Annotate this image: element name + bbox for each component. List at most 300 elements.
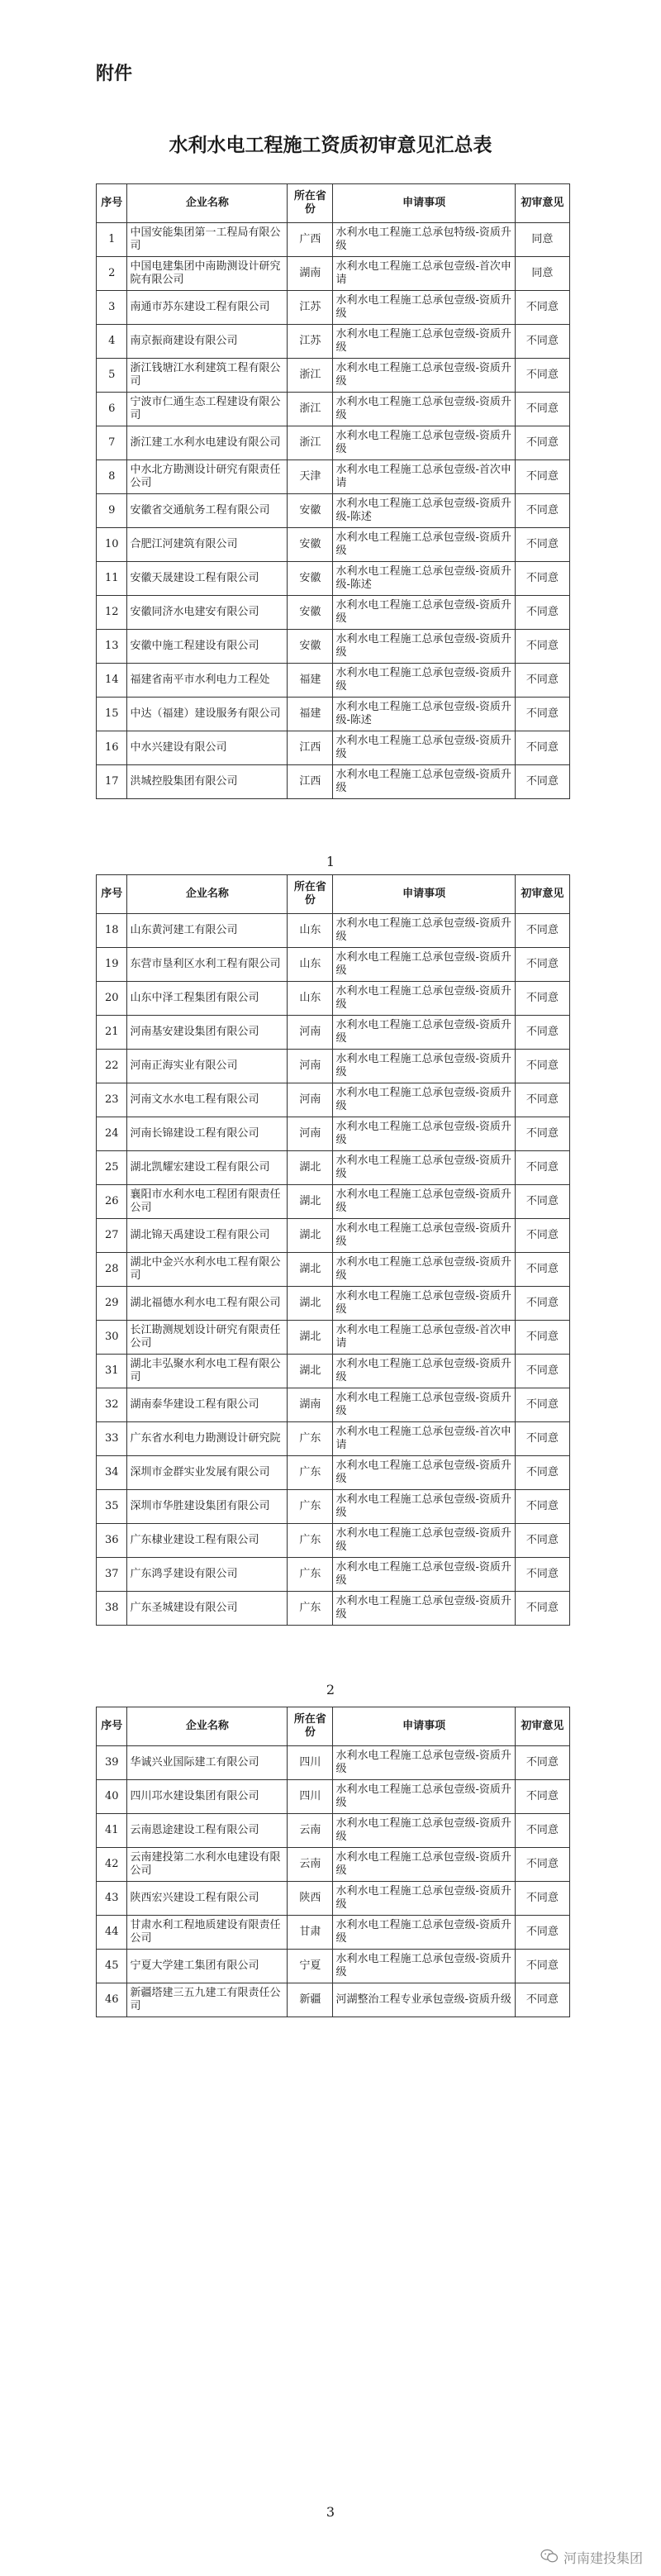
cell-opinion: 不同意 [515,1780,569,1814]
cell-company: 浙江钱塘江水利建筑工程有限公司 [127,359,288,393]
table-row [97,562,570,596]
cell-company: 广东省水利电力勘测设计研究院 [127,1422,288,1456]
cell-application: 水利水电工程施工总承包壹级-首次申请 [333,460,515,494]
cell-opinion: 不同意 [515,562,569,596]
cell-seq: 45 [97,1950,127,1983]
table-row [97,1355,570,1388]
cell-province: 湖北 [288,1151,333,1185]
cell-province: 安徽 [288,562,333,596]
cell-opinion: 不同意 [515,1219,569,1253]
cell-seq: 31 [97,1355,127,1388]
cell-seq: 10 [97,528,127,562]
cell-opinion: 不同意 [515,1950,569,1983]
table-row [97,1253,570,1287]
cell-province: 江苏 [288,325,333,359]
cell-application: 水利水电工程施工总承包壹级-资质升级 [333,1558,515,1592]
table-header-row [97,1707,570,1746]
cell-province: 湖北 [288,1321,333,1355]
table-row [97,1916,570,1950]
cell-province: 四川 [288,1780,333,1814]
cell-application: 水利水电工程施工总承包壹级-资质升级 [333,1185,515,1219]
cell-province: 山东 [288,982,333,1016]
cell-opinion: 不同意 [515,359,569,393]
table-row [97,664,570,698]
cell-seq: 26 [97,1185,127,1219]
cell-province: 湖北 [288,1253,333,1287]
cell-application: 水利水电工程施工总承包壹级-资质升级 [333,1050,515,1083]
cell-seq: 27 [97,1219,127,1253]
header-opinion: 初审意见 [515,1707,569,1746]
cell-opinion: 不同意 [515,1524,569,1558]
table-row [97,223,570,257]
cell-opinion: 不同意 [515,1814,569,1848]
table-row [97,1083,570,1117]
table-row [97,765,570,799]
cell-opinion: 不同意 [515,393,569,426]
table-row [97,1422,570,1456]
cell-province: 陕西 [288,1882,333,1916]
cell-opinion: 不同意 [515,1185,569,1219]
cell-company: 四川邛水建设集团有限公司 [127,1780,288,1814]
page-number: 3 [326,2504,335,2520]
cell-application: 水利水电工程施工总承包壹级-资质升级 [333,291,515,325]
cell-company: 深圳市华胜建设集团有限公司 [127,1490,288,1524]
cell-company: 湖南泰华建设工程有限公司 [127,1388,288,1422]
cell-seq: 6 [97,393,127,426]
cell-opinion: 不同意 [515,325,569,359]
cell-company: 湖北凯耀宏建设工程有限公司 [127,1151,288,1185]
cell-company: 宁夏大学建工集团有限公司 [127,1950,288,1983]
cell-company: 广东棣业建设工程有限公司 [127,1524,288,1558]
cell-company: 甘肃水利工程地质建设有限责任公司 [127,1916,288,1950]
cell-seq: 20 [97,982,127,1016]
table-row [97,528,570,562]
cell-province: 湖北 [288,1185,333,1219]
cell-company: 东营市垦利区水利工程有限公司 [127,948,288,982]
cell-province: 广东 [288,1524,333,1558]
cell-opinion: 不同意 [515,1422,569,1456]
cell-company: 云南恩途建设工程有限公司 [127,1814,288,1848]
table-row [97,426,570,460]
cell-company: 湖北丰弘聚水利水电工程有限公司 [127,1355,288,1388]
cell-opinion: 不同意 [515,1083,569,1117]
cell-province: 浙江 [288,426,333,460]
header-company: 企业名称 [127,184,288,223]
cell-seq: 15 [97,698,127,731]
cell-seq: 21 [97,1016,127,1050]
table-header-row [97,184,570,223]
table-row [97,596,570,630]
summary-table-page-1 [96,183,570,799]
cell-seq: 39 [97,1746,127,1780]
table-row [97,1151,570,1185]
table-row [97,1456,570,1490]
cell-province: 安徽 [288,630,333,664]
cell-company: 安徽省交通航务工程有限公司 [127,494,288,528]
cell-seq: 38 [97,1592,127,1626]
table-row [97,1746,570,1780]
cell-application: 水利水电工程施工总承包壹级-首次申请 [333,1321,515,1355]
cell-seq: 3 [97,291,127,325]
attachment-label: 附件 [96,64,133,84]
cell-seq: 36 [97,1524,127,1558]
header-province: 所在省份 [288,184,333,223]
table-row [97,982,570,1016]
table-header-row [97,875,570,914]
table-row [97,1321,570,1355]
cell-company: 南京振商建设有限公司 [127,325,288,359]
header-province: 所在省份 [288,1707,333,1746]
cell-province: 浙江 [288,359,333,393]
cell-company: 中水兴建设有限公司 [127,731,288,765]
cell-application: 水利水电工程施工总承包壹级-资质升级 [333,1117,515,1151]
cell-seq: 30 [97,1321,127,1355]
cell-seq: 43 [97,1882,127,1916]
table-row [97,1490,570,1524]
table-row [97,698,570,731]
cell-opinion: 不同意 [515,765,569,799]
cell-seq: 17 [97,765,127,799]
cell-opinion: 不同意 [515,1355,569,1388]
cell-seq: 9 [97,494,127,528]
cell-province: 安徽 [288,494,333,528]
table-row [97,1185,570,1219]
cell-company: 宁波市仁通生态工程建设有限公司 [127,393,288,426]
header-opinion: 初审意见 [515,184,569,223]
cell-application: 水利水电工程施工总承包壹级-资质升级 [333,1882,515,1916]
cell-seq: 1 [97,223,127,257]
cell-opinion: 不同意 [515,1848,569,1882]
cell-seq: 46 [97,1983,127,2017]
cell-application: 水利水电工程施工总承包壹级-首次申请 [333,257,515,291]
cell-opinion: 不同意 [515,1050,569,1083]
cell-company: 中国安能集团第一工程局有限公司 [127,223,288,257]
cell-opinion: 不同意 [515,494,569,528]
cell-opinion: 不同意 [515,948,569,982]
cell-seq: 12 [97,596,127,630]
table-row [97,948,570,982]
cell-opinion: 不同意 [515,291,569,325]
cell-seq: 25 [97,1151,127,1185]
header-application: 申请事项 [333,1707,515,1746]
cell-company: 浙江建工水利水电建设有限公司 [127,426,288,460]
cell-application: 水利水电工程施工总承包壹级-资质升级 [333,1388,515,1422]
cell-seq: 16 [97,731,127,765]
cell-seq: 40 [97,1780,127,1814]
table-row [97,393,570,426]
cell-application: 水利水电工程施工总承包壹级-资质升级 [333,1456,515,1490]
cell-application: 水利水电工程施工总承包壹级-资质升级 [333,325,515,359]
cell-opinion: 不同意 [515,1151,569,1185]
cell-application: 水利水电工程施工总承包壹级-资质升级 [333,1746,515,1780]
cell-opinion: 不同意 [515,1321,569,1355]
cell-application: 水利水电工程施工总承包壹级-资质升级 [333,1151,515,1185]
cell-application: 水利水电工程施工总承包壹级-资质升级 [333,1916,515,1950]
table-row [97,1950,570,1983]
cell-seq: 18 [97,914,127,948]
cell-province: 四川 [288,1746,333,1780]
header-company: 企业名称 [127,1707,288,1746]
cell-province: 安徽 [288,528,333,562]
cell-province: 宁夏 [288,1950,333,1983]
table-row [97,731,570,765]
cell-opinion: 不同意 [515,1388,569,1422]
cell-application: 水利水电工程施工总承包壹级-资质升级 [333,630,515,664]
cell-opinion: 不同意 [515,1746,569,1780]
cell-application: 水利水电工程施工总承包壹级-资质升级 [333,948,515,982]
page-number: 1 [326,854,335,869]
cell-seq: 41 [97,1814,127,1848]
cell-province: 广东 [288,1422,333,1456]
cell-company: 广东鸿孚建设有限公司 [127,1558,288,1592]
cell-province: 湖北 [288,1287,333,1321]
cell-opinion: 不同意 [515,1983,569,2017]
cell-province: 湖北 [288,1219,333,1253]
cell-seq: 37 [97,1558,127,1592]
cell-company: 湖北福德水利水电工程有限公司 [127,1287,288,1321]
cell-province: 江西 [288,731,333,765]
cell-seq: 5 [97,359,127,393]
cell-seq: 2 [97,257,127,291]
cell-province: 云南 [288,1848,333,1882]
cell-company: 广东圣城建设有限公司 [127,1592,288,1626]
table-row [97,1524,570,1558]
cell-company: 安徽天晟建设工程有限公司 [127,562,288,596]
table-row [97,291,570,325]
cell-application: 水利水电工程施工总承包壹级-资质升级 [333,426,515,460]
table-row [97,1287,570,1321]
cell-company: 南通市苏东建设工程有限公司 [127,291,288,325]
cell-company: 中国电建集团中南勘测设计研究院有限公司 [127,257,288,291]
cell-application: 水利水电工程施工总承包壹级-首次申请 [333,1422,515,1456]
cell-seq: 35 [97,1490,127,1524]
table-row [97,1016,570,1050]
cell-province: 河南 [288,1016,333,1050]
cell-opinion: 不同意 [515,664,569,698]
cell-company: 河南文水水电工程有限公司 [127,1083,288,1117]
cell-province: 广东 [288,1558,333,1592]
cell-opinion: 不同意 [515,731,569,765]
cell-opinion: 不同意 [515,460,569,494]
cell-province: 福建 [288,664,333,698]
cell-company: 山东黄河建工有限公司 [127,914,288,948]
cell-opinion: 同意 [515,257,569,291]
cell-application: 水利水电工程施工总承包壹级-资质升级 [333,1083,515,1117]
cell-application: 水利水电工程施工总承包壹级-资质升级-陈述 [333,698,515,731]
cell-application: 水利水电工程施工总承包壹级-资质升级 [333,528,515,562]
cell-province: 广东 [288,1490,333,1524]
cell-company: 山东中泽工程集团有限公司 [127,982,288,1016]
document-title: 水利水电工程施工资质初审意见汇总表 [169,135,492,156]
cell-opinion: 不同意 [515,596,569,630]
table-row [97,1882,570,1916]
cell-province: 云南 [288,1814,333,1848]
cell-opinion: 不同意 [515,1592,569,1626]
cell-province: 湖北 [288,1355,333,1388]
table-row [97,1117,570,1151]
cell-seq: 4 [97,325,127,359]
cell-company: 湖北中金兴水利水电工程有限公司 [127,1253,288,1287]
cell-seq: 14 [97,664,127,698]
cell-application: 水利水电工程施工总承包壹级-资质升级 [333,664,515,698]
table-row [97,914,570,948]
page-number: 2 [326,1682,335,1697]
cell-seq: 32 [97,1388,127,1422]
cell-province: 山东 [288,914,333,948]
cell-company: 福建省南平市水利电力工程处 [127,664,288,698]
cell-company: 河南正海实业有限公司 [127,1050,288,1083]
cell-opinion: 不同意 [515,1558,569,1592]
table-row [97,1592,570,1626]
cell-opinion: 不同意 [515,1916,569,1950]
cell-opinion: 不同意 [515,1117,569,1151]
cell-application: 水利水电工程施工总承包壹级-资质升级 [333,765,515,799]
cell-company: 新疆塔建三五九建工有限责任公司 [127,1983,288,2017]
cell-seq: 8 [97,460,127,494]
cell-application: 水利水电工程施工总承包壹级-资质升级 [333,1780,515,1814]
table-row [97,1848,570,1882]
header-company: 企业名称 [127,875,288,914]
table-row [97,1780,570,1814]
cell-opinion: 不同意 [515,426,569,460]
cell-province: 安徽 [288,596,333,630]
table-row [97,1814,570,1848]
cell-opinion: 不同意 [515,982,569,1016]
cell-company: 中水北方勘测设计研究有限责任公司 [127,460,288,494]
cell-company: 云南建投第二水利水电建设有限公司 [127,1848,288,1882]
cell-province: 新疆 [288,1983,333,2017]
cell-application: 水利水电工程施工总承包壹级-资质升级 [333,1848,515,1882]
cell-application: 水利水电工程施工总承包壹级-资质升级 [333,1490,515,1524]
table-row [97,460,570,494]
cell-seq: 7 [97,426,127,460]
summary-table-page-2 [96,874,570,1626]
cell-seq: 34 [97,1456,127,1490]
cell-opinion: 不同意 [515,698,569,731]
cell-province: 河南 [288,1083,333,1117]
cell-application: 水利水电工程施工总承包壹级-资质升级 [333,359,515,393]
cell-application: 水利水电工程施工总承包壹级-资质升级 [333,982,515,1016]
cell-province: 河南 [288,1117,333,1151]
cell-province: 广西 [288,223,333,257]
cell-company: 中达（福建）建设服务有限公司 [127,698,288,731]
header-application: 申请事项 [333,184,515,223]
cell-application: 水利水电工程施工总承包壹级-资质升级 [333,1219,515,1253]
table-row [97,630,570,664]
cell-seq: 19 [97,948,127,982]
cell-company: 河南长锦建设工程有限公司 [127,1117,288,1151]
cell-company: 深圳市金群实业发展有限公司 [127,1456,288,1490]
table-row [97,1219,570,1253]
cell-province: 广东 [288,1592,333,1626]
table-row [97,359,570,393]
watermark [540,2548,643,2567]
header-opinion: 初审意见 [515,875,569,914]
cell-opinion: 不同意 [515,1287,569,1321]
cell-company: 华诚兴业国际建工有限公司 [127,1746,288,1780]
cell-seq: 28 [97,1253,127,1287]
header-seq: 序号 [97,184,127,223]
wechat-icon [540,2549,559,2567]
cell-seq: 24 [97,1117,127,1151]
cell-province: 福建 [288,698,333,731]
watermark-text: 河南建投集团 [563,2550,643,2566]
cell-application: 水利水电工程施工总承包壹级-资质升级 [333,1355,515,1388]
cell-seq: 33 [97,1422,127,1456]
cell-opinion: 不同意 [515,1456,569,1490]
cell-application: 水利水电工程施工总承包壹级-资质升级-陈述 [333,562,515,596]
cell-province: 广东 [288,1456,333,1490]
cell-seq: 29 [97,1287,127,1321]
cell-application: 河湖整治工程专业承包壹级-资质升级 [333,1983,515,2017]
cell-province: 江苏 [288,291,333,325]
cell-seq: 13 [97,630,127,664]
cell-seq: 11 [97,562,127,596]
cell-application: 水利水电工程施工总承包壹级-资质升级 [333,596,515,630]
cell-company: 安徽同济水电建安有限公司 [127,596,288,630]
cell-opinion: 不同意 [515,1882,569,1916]
cell-opinion: 不同意 [515,630,569,664]
cell-province: 湖南 [288,1388,333,1422]
table-row [97,1050,570,1083]
cell-application: 水利水电工程施工总承包特级-资质升级 [333,223,515,257]
cell-opinion: 不同意 [515,914,569,948]
cell-company: 安徽中施工程建设有限公司 [127,630,288,664]
summary-table-page-3 [96,1707,570,2017]
table-row [97,494,570,528]
cell-opinion: 不同意 [515,528,569,562]
header-seq: 序号 [97,875,127,914]
header-seq: 序号 [97,1707,127,1746]
cell-opinion: 不同意 [515,1253,569,1287]
cell-application: 水利水电工程施工总承包壹级-资质升级 [333,1524,515,1558]
cell-company: 合肥江河建筑有限公司 [127,528,288,562]
cell-company: 湖北锦天禹建设工程有限公司 [127,1219,288,1253]
table-row [97,257,570,291]
cell-company: 河南基安建设集团有限公司 [127,1016,288,1050]
cell-province: 江西 [288,765,333,799]
table-row [97,1983,570,2017]
table-row [97,1558,570,1592]
cell-seq: 22 [97,1050,127,1083]
cell-province: 河南 [288,1050,333,1083]
cell-province: 天津 [288,460,333,494]
cell-application: 水利水电工程施工总承包壹级-资质升级 [333,1814,515,1848]
cell-province: 湖南 [288,257,333,291]
cell-application: 水利水电工程施工总承包壹级-资质升级 [333,1287,515,1321]
cell-application: 水利水电工程施工总承包壹级-资质升级 [333,914,515,948]
cell-application: 水利水电工程施工总承包壹级-资质升级 [333,1016,515,1050]
cell-application: 水利水电工程施工总承包壹级-资质升级 [333,1592,515,1626]
cell-company: 襄阳市水利水电工程团有限责任公司 [127,1185,288,1219]
header-province: 所在省份 [288,875,333,914]
cell-application: 水利水电工程施工总承包壹级-资质升级 [333,1253,515,1287]
cell-company: 长江勘测规划设计研究有限责任公司 [127,1321,288,1355]
cell-opinion: 同意 [515,223,569,257]
cell-province: 甘肃 [288,1916,333,1950]
header-application: 申请事项 [333,875,515,914]
cell-opinion: 不同意 [515,1016,569,1050]
table-row [97,1388,570,1422]
cell-application: 水利水电工程施工总承包壹级-资质升级 [333,1950,515,1983]
cell-seq: 42 [97,1848,127,1882]
cell-company: 陕西宏兴建设工程有限公司 [127,1882,288,1916]
cell-application: 水利水电工程施工总承包壹级-资质升级-陈述 [333,494,515,528]
cell-province: 浙江 [288,393,333,426]
cell-application: 水利水电工程施工总承包壹级-资质升级 [333,731,515,765]
cell-seq: 23 [97,1083,127,1117]
cell-province: 山东 [288,948,333,982]
